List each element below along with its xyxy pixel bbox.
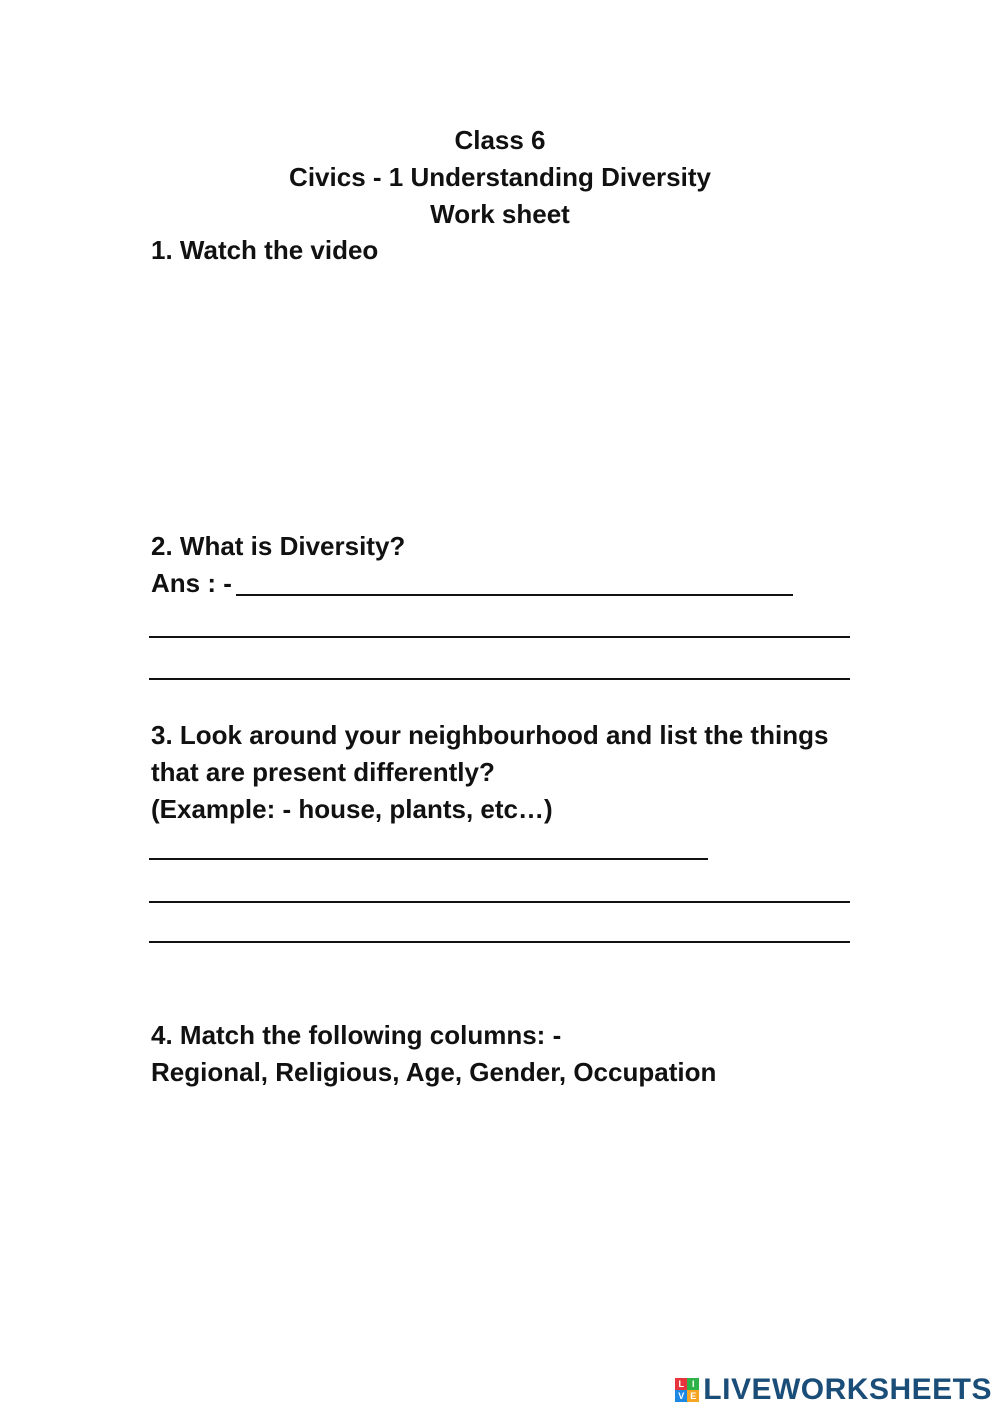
worksheet-header <box>0 122 1000 233</box>
logo-mark-letter: V <box>675 1390 687 1402</box>
sheet-title: Work sheet <box>430 199 570 229</box>
subject-title: Civics - 1 Understanding Diversity <box>289 162 711 192</box>
question-2-answer-prefix: Ans : - <box>151 568 232 598</box>
logo-mark-letter: I <box>687 1378 699 1390</box>
liveworksheets-logo-icon <box>675 1378 699 1402</box>
liveworksheets-logo <box>675 1371 992 1409</box>
question-3-line-1: 3. Look around your neighbourhood and list the things <box>151 720 829 750</box>
question-3-example: (Example: - house, plants, etc…) <box>151 794 553 824</box>
logo-mark-letter: E <box>687 1390 699 1402</box>
liveworksheets-logo-text: LIVEWORKSHEETS <box>703 1373 992 1406</box>
question-2: 2. What is Diversity? <box>151 531 406 561</box>
class-title: Class 6 <box>454 125 546 155</box>
question-3-line-2: that are present differently? <box>151 757 495 787</box>
question-4: 4. Match the following columns: - <box>151 1020 562 1050</box>
answer-line[interactable] <box>149 678 850 680</box>
answer-line[interactable] <box>149 941 850 943</box>
question-4-options: Regional, Religious, Age, Gender, Occupation <box>151 1057 717 1087</box>
logo-mark-letter: L <box>675 1378 687 1390</box>
answer-line[interactable] <box>149 636 850 638</box>
answer-line[interactable] <box>149 901 850 903</box>
answer-line[interactable] <box>149 858 708 860</box>
answer-line[interactable] <box>236 594 793 596</box>
question-1: 1. Watch the video <box>151 235 379 265</box>
